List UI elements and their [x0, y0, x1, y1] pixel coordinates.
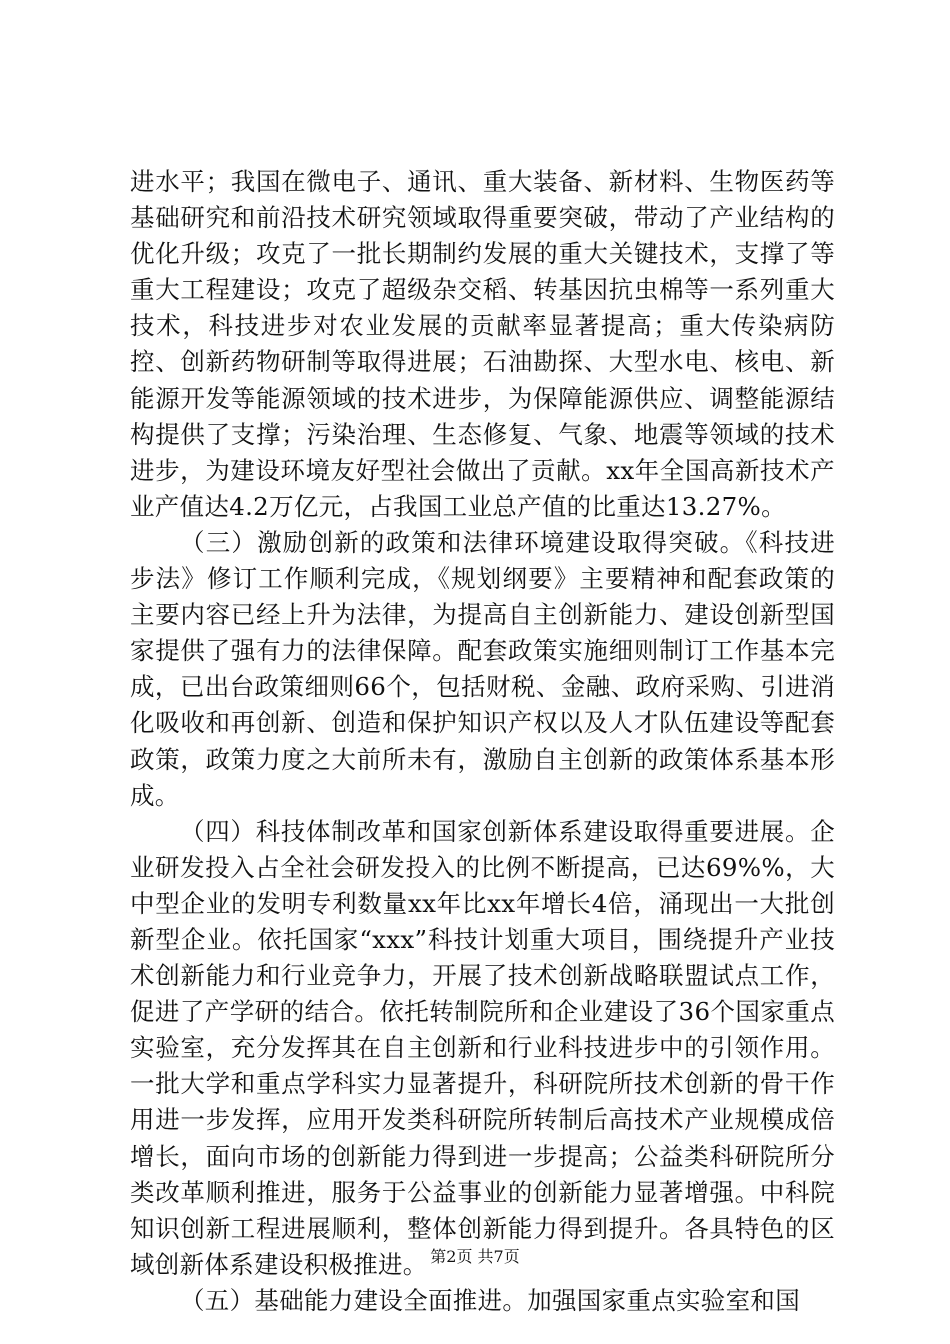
paragraph-continuation: 进水平；我国在微电子、通讯、重大装备、新材料、生物医药等基础研究和前沿技术研究领域取得重要突破，带动了产业结构的优化升级；攻克了一批长期制约发展的重大关键技术，支撑了等重大工程建设；攻克了超级杂交稻、转基因抗虫棉等一系列重大技术，科技进步对农业发展的贡献率显著提高；重大传染病防控、创新药物研制等取得进展；石油勘探、大型水电、核电、新能源开发等能源领域的技术进步，为保障能源供应、调整能源结构提供了支撑；污染治理、生态修复、气象、地震等领域的技术进步，为建设环境友好型社会做出了贡献。xx年全国高新技术产业产值达4.2万亿元，占我国工业总产值的比重达13.27%。: [130, 167, 835, 521]
paragraph-section-5: （五）基础能力建设全面推进。加强国家重点实验室和国: [180, 1285, 800, 1315]
document-body: [130, 164, 835, 1319]
page-number-footer: 第2页 共7页: [430, 1247, 520, 1266]
paragraph-section-3: （三）激励创新的政策和法律环境建设取得突破。《科技进步法》修订工作顺利完成，《规划纲要》主要精神和配套政策的主要内容已经上升为法律，为提高自主创新能力、建设创新型国家提供了强有力的法律保障。配套政策实施细则制订工作基本完成，已出台政策细则66个，包括财税、金融、政府采购、引进消化吸收和再创新、创造和保护知识产权以及人才队伍建设等配套政策，政策力度之大前所未有，激励自主创新的政策体系基本形成。: [130, 527, 835, 810]
paragraph-section-4: （四）科技体制改革和国家创新体系建设取得重要进展。企业研发投入占全社会研发投入的比例不断提高，已达69%%，大中型企业的发明专利数量xx年比xx年增长4倍，涌现出一大批创新型企业。依托国家“xxx”科技计划重大项目，围绕提升产业技术创新能力和行业竞争力，开展了技术创新战略联盟试点工作，促进了产学研的结合。依托转制院所和企业建设了36个国家重点实验室，充分发挥其在自主创新和行业科技进步中的引领作用。一批大学和重点学科实力显著提升，科研院所技术创新的骨干作用进一步发挥，应用开发类科研院所转制后高技术产业规模成倍增长，面向市场的创新能力得到进一步提高；公益类科研院所分类改革顺利推进，服务于公益事业的创新能力显著增强。中科院知识创新工程进展顺利，整体创新能力得到提升。各具特色的区域创新体系建设积极推进。: [130, 816, 835, 1279]
